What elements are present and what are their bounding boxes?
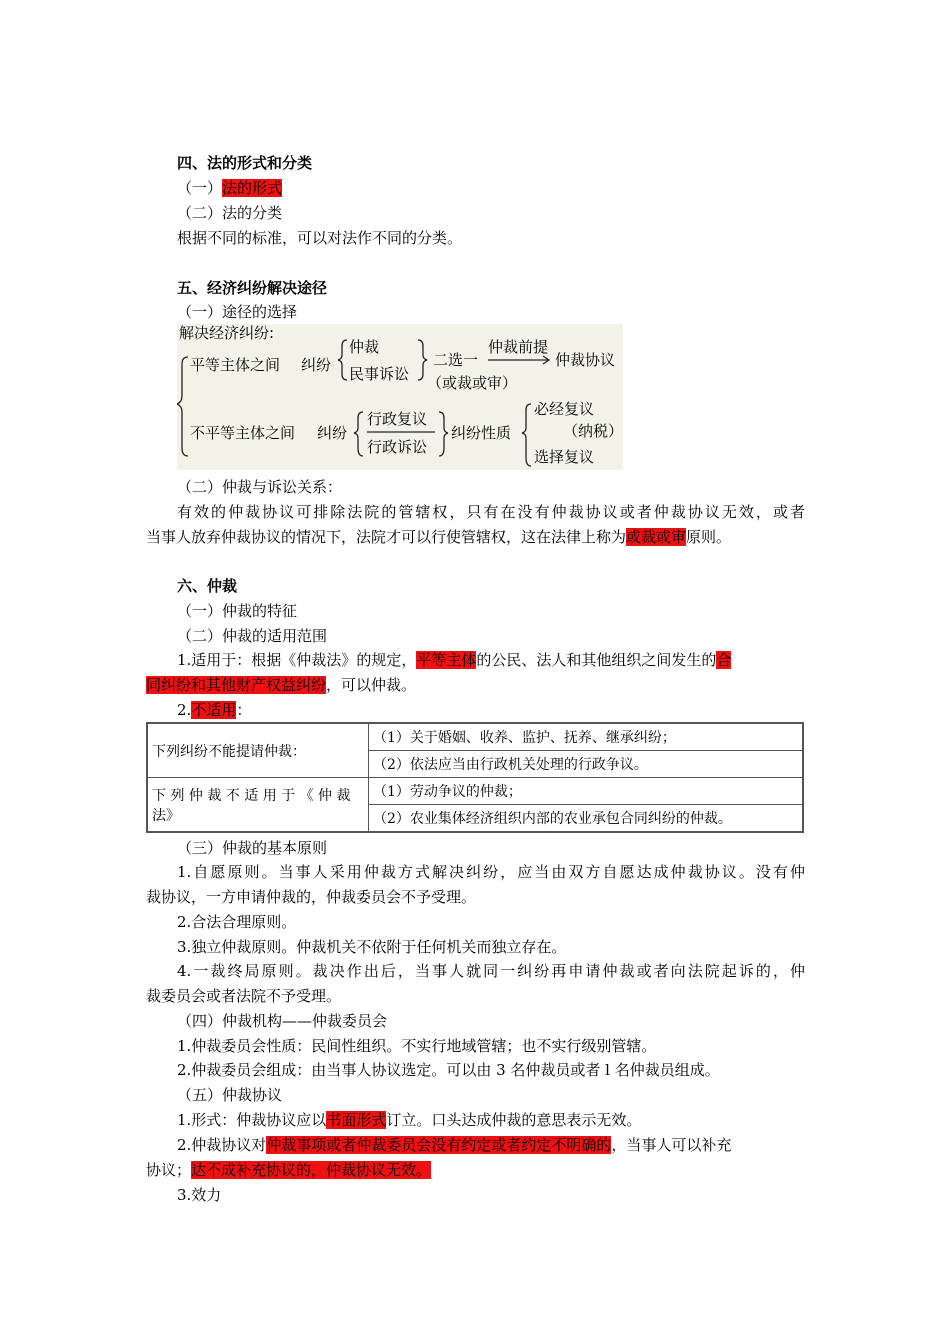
- agreement-effect: 3.效力: [177, 1186, 222, 1204]
- diagram-arbitration: 仲裁: [349, 338, 380, 356]
- text-segment: 原则。: [686, 528, 732, 546]
- diagram-tax-note: （纳税）: [563, 422, 624, 440]
- table-cell: [147, 778, 369, 833]
- diagram-choose-note: （或裁或审）: [427, 374, 518, 392]
- section-6-item-5: （五）仲裁协议: [177, 1086, 283, 1104]
- table-row: [147, 723, 803, 751]
- text-segment: ，当事人可以补充: [611, 1136, 732, 1154]
- section-6-item-2: （二）仲裁的适用范围: [177, 627, 328, 645]
- diagram-dispute-label-2: 纠纷: [317, 424, 348, 442]
- section-6-item-3: （三）仲裁的基本原则: [177, 839, 328, 857]
- table-cell: 下列纠纷不能提请仲裁：: [147, 723, 369, 778]
- equal-brace-right: [418, 340, 427, 380]
- principle-1-line-2: 裁协议，一方申请仲裁的，仲裁委员会不予受理。: [146, 888, 477, 906]
- text-segment: 订立。口头达成仲裁的意思表示无效。: [386, 1111, 642, 1129]
- cell-line: 法》: [152, 807, 180, 824]
- agreement-supplement-line-2: [146, 1160, 431, 1180]
- institution-composition: 2.仲裁委员会组成：由当事人协议选定。可以由 3 名仲裁员或者 l 名仲裁员组成。: [177, 1061, 720, 1079]
- section-6-heading: 六、仲裁: [177, 577, 238, 595]
- section-4-item-1: [177, 178, 282, 198]
- text-segment: ，可以仲裁。: [326, 676, 417, 694]
- scope-applicable-line-1: [177, 650, 731, 670]
- section-6-item-4: （四）仲裁机构——仲裁委员会: [177, 1012, 388, 1030]
- highlight-text: 平等主体: [416, 651, 477, 669]
- table-cell: （2）依法应当由行政机关处理的行政争议。: [369, 751, 804, 778]
- item-prefix: （一）: [177, 179, 223, 197]
- principle-4-line-2: 裁委员会或者法院不予受理。: [146, 987, 342, 1005]
- dispute-resolution-diagram: [177, 324, 623, 470]
- highlight-text: 合: [716, 651, 732, 669]
- section-5-heading: 五、经济纠纷解决途径: [177, 279, 328, 297]
- section-4-paragraph: 根据不同的标准，可以对法作不同的分类。: [177, 229, 463, 247]
- highlight-text: 达不成补充协议的，仲裁协议无效。: [191, 1161, 432, 1179]
- section-5-item-1: （一）途径的选择: [177, 303, 298, 321]
- highlight-text: 或裁或审: [626, 528, 687, 546]
- highlight-text: 法的形式: [222, 179, 283, 197]
- text-segment: 2.仲裁协议对: [177, 1136, 267, 1154]
- institution-nature: 1.仲裁委员会性质：民间性组织。不实行地域管辖；也不实行级别管辖。: [177, 1037, 657, 1055]
- main-brace: [177, 357, 188, 456]
- text-segment: 1.形式：仲裁协议应以: [177, 1111, 327, 1129]
- table-cell: （1）关于婚姻、收养、监护、抚养、继承纠纷；: [369, 723, 804, 751]
- diagram-dispute-label: 纠纷: [301, 356, 332, 374]
- diagram-dispute-nature: 纠纷性质: [451, 424, 512, 442]
- diagram-equal-parties: 平等主体之间: [190, 356, 281, 374]
- highlight-text: 书面形式: [326, 1111, 387, 1129]
- nature-brace: [522, 404, 531, 466]
- diagram-admin-litigation: 行政诉讼: [367, 438, 428, 456]
- section-4-heading: 四、法的形式和分类: [177, 154, 313, 172]
- principle-2: 2.合法合理原则。: [177, 913, 297, 931]
- section-6-item-1: （一）仲裁的特征: [177, 602, 298, 620]
- principle-1-line-1: 1.自愿原则。当事人采用仲裁方式解决纠纷，应当由双方自愿达成仲裁协议。没有仲: [177, 863, 805, 881]
- equal-brace: [338, 340, 347, 380]
- table-row: [147, 778, 803, 805]
- scope-applicable-line-2: [146, 675, 416, 695]
- principle-4-line-1: 4.一裁终局原则。裁决作出后，当事人就同一纠纷再申请仲裁或者向法院起诉的，仲: [177, 962, 805, 980]
- principle-3: 3.独立仲裁原则。仲裁机关不依附于任何机关而独立存在。: [177, 938, 567, 956]
- diagram-mandatory-review: 必经复议: [534, 400, 595, 418]
- text-segment: 当事人放弃仲裁协议的情况下，法院才可以行使管辖权，这在法律上称为: [146, 528, 627, 546]
- unequal-brace-right: [439, 412, 448, 456]
- text-segment: 的公民、法人和其他组织之间发生的: [476, 651, 717, 669]
- diagram-optional-review: 选择复议: [534, 448, 595, 466]
- not-applicable-table: [146, 722, 804, 833]
- scope-not-applicable: [177, 700, 251, 720]
- agreement-supplement-line-1: [177, 1135, 731, 1155]
- diagram-choose-one: 二选一: [433, 351, 479, 369]
- table-cell: （1）劳动争议的仲裁；: [369, 778, 804, 805]
- diagram-title: 解决经济纠纷:: [179, 324, 275, 342]
- text-segment: 协议；: [146, 1161, 192, 1179]
- diagram-arrow-label: 仲裁前提: [488, 338, 549, 356]
- table-cell: （2）农业集体经济组织内部的农业承包合同纠纷的仲裁。: [369, 805, 804, 833]
- highlight-text: 不适用: [191, 701, 237, 719]
- section-4-item-2: （二）法的分类: [177, 204, 283, 222]
- highlight-text: 同纠纷和其他财产权益纠纷: [146, 676, 327, 694]
- section-5-paragraph-line-1: 有效的仲裁协议可排除法院的管辖权，只有在没有仲裁协议或者仲裁协议无效，或者: [177, 503, 805, 521]
- highlight-text: 仲裁事项或者仲裁委员会没有约定或者约定不明确的: [266, 1136, 612, 1154]
- diagram-admin-review: 行政复议: [367, 410, 428, 428]
- section-5-item-2: （二）仲裁与诉讼关系：: [177, 478, 343, 496]
- section-5-paragraph-line-2: [146, 527, 731, 547]
- diagram-arbitration-agreement: 仲裁协议: [555, 351, 616, 369]
- text-segment: 2.: [177, 701, 192, 719]
- unequal-brace: [354, 412, 363, 456]
- text-segment: ：: [236, 701, 252, 719]
- text-segment: 1.适用于：根据《仲裁法》的规定，: [177, 651, 417, 669]
- diagram-civil-litigation: 民事诉讼: [349, 365, 410, 383]
- diagram-unequal-parties: 不平等主体之间: [190, 424, 296, 442]
- cell-line: 下 列 仲 裁 不 适 用 于 《 仲 裁: [152, 787, 351, 804]
- agreement-form: [177, 1110, 641, 1130]
